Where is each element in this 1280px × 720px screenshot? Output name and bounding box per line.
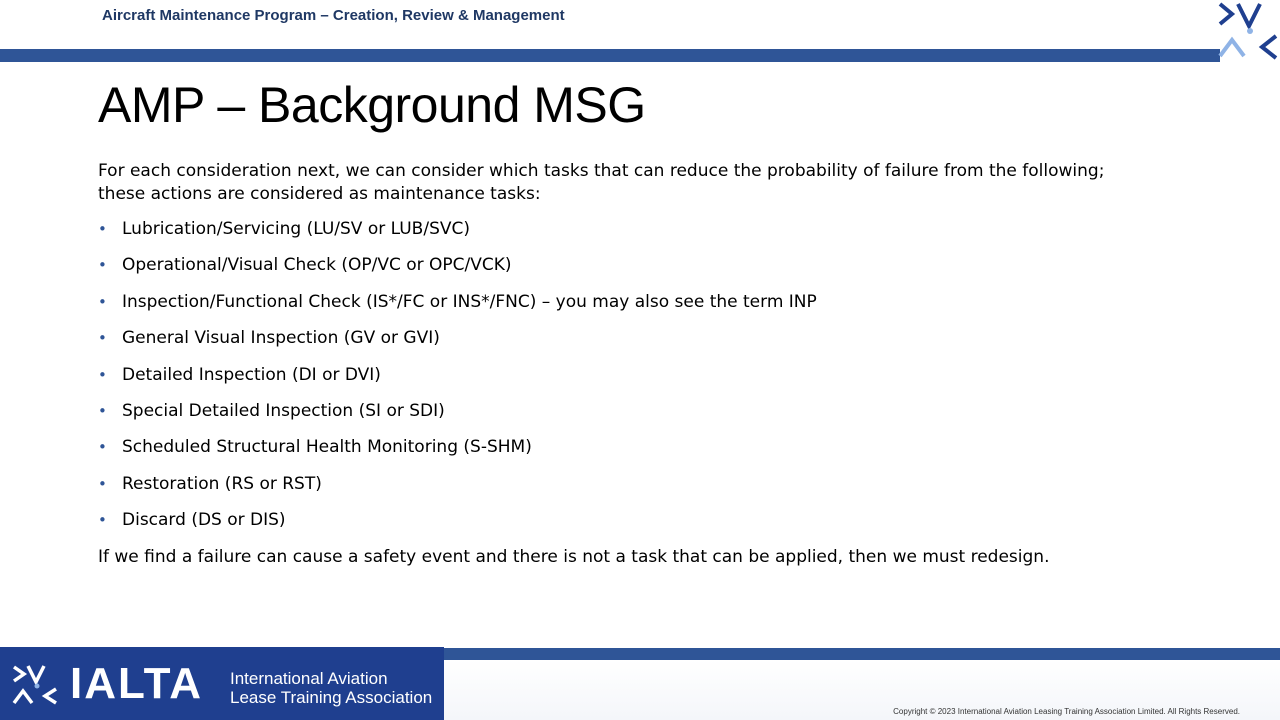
ialta-chevron-logo-icon — [1216, 0, 1280, 62]
list-item — [98, 364, 1138, 400]
bullet-icon: • — [98, 401, 107, 420]
footer-brand-banner — [0, 647, 444, 720]
list-item-text: Restoration (RS or RST) — [122, 473, 322, 494]
bullet-icon: • — [98, 365, 107, 384]
bullet-icon: • — [98, 329, 107, 348]
list-item — [98, 436, 1138, 472]
copyright-notice: Copyright © 2023 International Aviation Leasing Training Association Limited. All Rights Reserved. — [893, 707, 1240, 716]
maintenance-task-list — [98, 218, 1138, 546]
bullet-icon: • — [98, 474, 107, 493]
brand-full-line2: Lease Training Association — [230, 688, 433, 707]
list-item-text: Scheduled Structural Health Monitoring (S-SHM) — [122, 437, 532, 458]
brand-full-name — [230, 669, 432, 707]
list-item — [98, 327, 1138, 363]
list-item-text: Operational/Visual Check (OP/VC or OPC/VCK) — [122, 255, 512, 276]
brand-name: IALTA — [70, 659, 203, 708]
intro-paragraph: For each consideration next, we can consider which tasks that can reduce the probability of failure from the following; these actions are considered as maintenance tasks: — [98, 161, 1105, 204]
list-item-text: Special Detailed Inspection (SI or SDI) — [122, 400, 445, 421]
bullet-icon: • — [98, 438, 107, 457]
bullet-icon: • — [98, 511, 107, 530]
footer-divider-bar — [444, 648, 1280, 660]
bullet-icon: • — [98, 220, 107, 238]
header-divider-bar — [0, 49, 1220, 62]
closing-paragraph: If we find a failure can cause a safety event and there is not a task that can be applied, then we must redesign. — [98, 546, 1050, 567]
list-item — [98, 400, 1138, 436]
ialta-chevron-logo-icon — [12, 663, 58, 707]
bullet-icon: • — [98, 292, 107, 311]
list-item-text: Inspection/Functional Check (IS*/FC or INS*/FNC) – you may also see the term INP — [122, 291, 817, 312]
list-item — [98, 509, 1138, 545]
list-item — [98, 473, 1138, 509]
brand-full-line1: International Aviation — [230, 669, 388, 688]
header-title: Aircraft Maintenance Program – Creation, Review & Management — [102, 7, 565, 24]
list-item-text: Detailed Inspection (DI or DVI) — [122, 364, 381, 385]
list-item-text: Discard (DS or DIS) — [122, 510, 286, 531]
list-item — [98, 254, 1138, 290]
list-item-text: Lubrication/Servicing (LU/SV or LUB/SVC) — [122, 219, 470, 239]
slide-content — [98, 160, 1138, 569]
slide-title: AMP – Background MSG — [98, 77, 646, 133]
list-item — [98, 218, 1138, 254]
list-item — [98, 291, 1138, 327]
bullet-icon: • — [98, 256, 107, 275]
list-item-text: General Visual Inspection (GV or GVI) — [122, 328, 440, 349]
